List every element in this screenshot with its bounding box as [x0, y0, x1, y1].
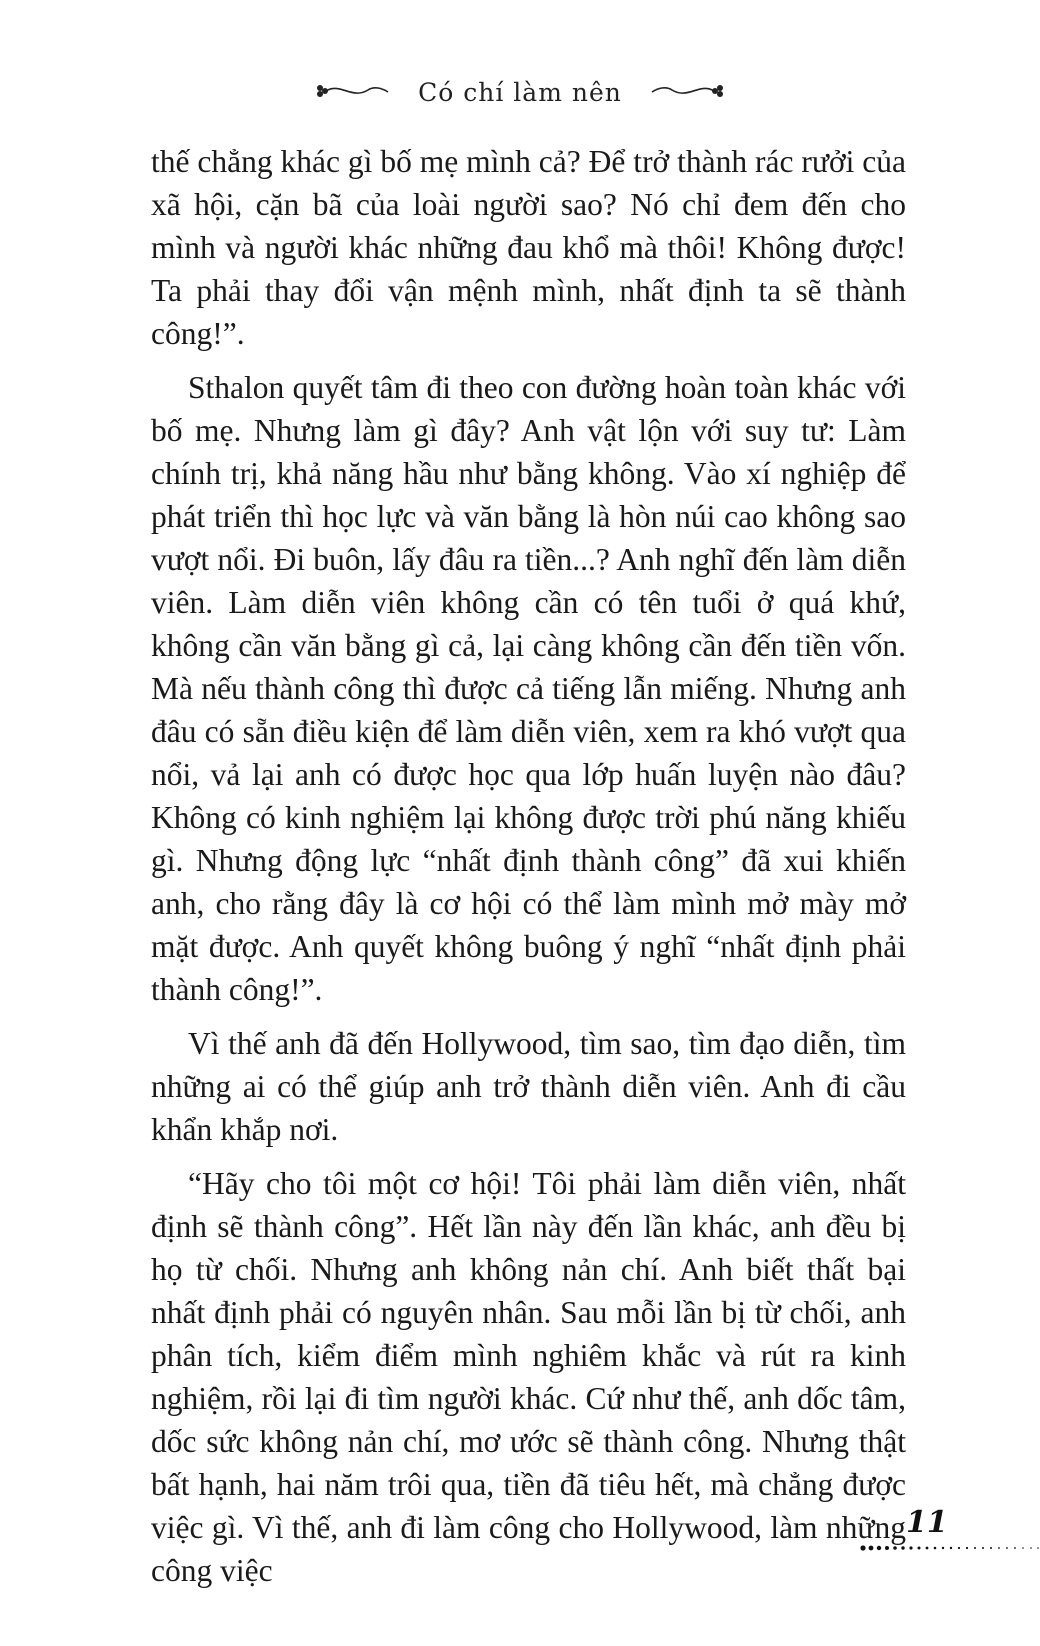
dot-leader-icon — [858, 1543, 1040, 1553]
body-text — [151, 140, 906, 1603]
paragraph: “Hãy cho tôi một cơ hội! Tôi phải làm diễn viên, nhất định sẽ thành công”. Hết lần này đến lần khác, anh đều bị họ từ chối. Nhưng anh không nản chí. Anh biết thất bại nhất định phải có nguyên nhân. Sau mỗi lần bị từ chối, anh phân tích, kiểm điểm mình nghiêm khắc và rút ra kinh nghiệm, rồi lại đi tìm người khác. Cứ như thế, anh dốc tâm, dốc sức không nản chí, mơ ước sẽ thành công. Nhưng thật bất hạnh, hai năm trôi qua, tiền đã tiêu hết, mà chẳng được việc gì. Vì thế, anh đi làm công cho Hollywood, làm những công việc — [151, 1166, 906, 1588]
page-header-title: Có chí làm nên — [418, 77, 622, 107]
paragraph: Sthalon quyết tâm đi theo con đường hoàn toàn khác với bố mẹ. Nhưng làm gì đây? Anh vật lộn với suy tư: Làm chính trị, khả năng hầu như bằng không. Vào xí nghiệp để phát triển thì học lực và văn bằng là hòn núi cao không sao vượt nổi. Đi buôn, lấy đâu ra tiền...? Anh nghĩ đến làm diễn viên. Làm diễn viên không cần có tên tuổi ở quá khứ, không cần văn bằng gì cả, lại càng không cần đến tiền vốn. Mà nếu thành công thì được cả tiếng lẫn miếng. Nhưng anh đâu có sẵn điều kiện để làm diễn viên, xem ra khó vượt qua nổi, vả lại anh có được học qua lớp huấn luyện nào đâu? Không có kinh nghiệm lại không được trời phú năng khiếu gì. Nhưng động lực “nhất định thành công” đã xui khiến anh, cho rằng đây là cơ hội có thể làm mình mở mày mở mặt được. Anh quyết không buông ý nghĩ “nhất định phải thành công!”. — [151, 370, 906, 1007]
paragraph-continuation: thế chẳng khác gì bố mẹ mình cả? Để trở thành rác rưởi của xã hội, cặn bã của loài người sao? Nó chỉ đem đến cho mình và người khác những đau khổ mà thôi! Không được! Ta phải thay đổi vận mệnh mình, nhất định ta sẽ thành công!”. — [151, 144, 906, 351]
running-header — [0, 72, 1040, 112]
page-footer — [858, 1505, 1040, 1565]
flourish-left-icon — [312, 78, 392, 106]
paragraph: Vì thế anh đã đến Hollywood, tìm sao, tìm đạo diễn, tìm những ai có thể giúp anh trở thành diễn viên. Anh đi cầu khẩn khắp nơi. — [151, 1026, 906, 1147]
flourish-right-icon — [648, 78, 728, 106]
page-number: 11 — [906, 1505, 948, 1540]
